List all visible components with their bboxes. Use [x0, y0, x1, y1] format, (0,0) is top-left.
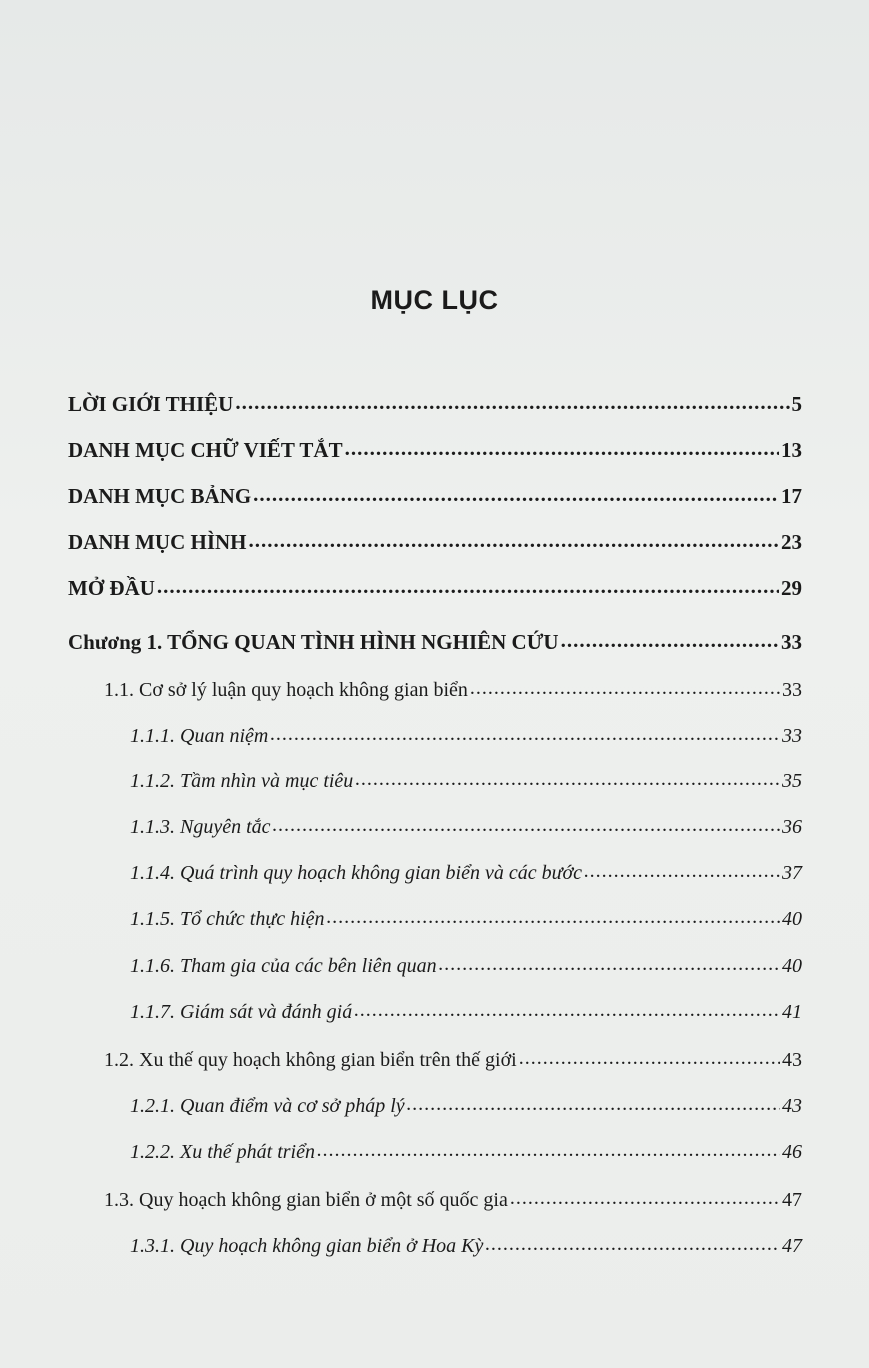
toc-entry-subsection	[130, 1235, 802, 1258]
toc-entry-page: 13	[781, 438, 802, 462]
toc-entry-label: 1.2.1. Quan điểm và cơ sở pháp lý	[130, 1095, 405, 1117]
toc-entry	[68, 438, 802, 463]
toc-entry-subsection	[130, 770, 802, 793]
dot-leader	[273, 814, 780, 837]
dot-leader	[157, 574, 779, 599]
toc-entry-label: 1.2.2. Xu thế phát triển	[130, 1141, 315, 1163]
dot-leader	[510, 1187, 780, 1210]
toc-entry-page: 33	[781, 630, 802, 654]
toc-entry-subsection	[130, 1095, 802, 1118]
toc-entry-label: MỞ ĐẦU	[68, 576, 155, 600]
toc-entry-section	[104, 1049, 802, 1072]
toc-entry-label: 1.1.7. Giám sát và đánh giá	[130, 1001, 353, 1023]
dot-leader	[439, 953, 780, 976]
toc-entry-page: 37	[782, 862, 802, 884]
dot-leader	[354, 999, 780, 1022]
toc-entry-page: 33	[782, 679, 802, 701]
dot-leader	[317, 1139, 780, 1162]
toc-entry-label: 1.1.2. Tầm nhìn và mục tiêu	[130, 770, 354, 792]
dot-leader	[519, 1047, 780, 1070]
toc-entry-page: 40	[782, 955, 802, 977]
toc-entry-label: 1.1.6. Tham gia của các bên liên quan	[130, 955, 437, 977]
toc-entry-page: 46	[782, 1141, 802, 1163]
toc-entry-subsection	[130, 1001, 802, 1024]
toc-entry-label: 1.1.4. Quá trình quy hoạch không gian biển và các bước	[130, 862, 583, 884]
toc-entry	[68, 484, 802, 509]
dot-leader	[485, 1233, 780, 1256]
dot-leader	[270, 723, 780, 746]
toc-entry-page: 43	[782, 1049, 802, 1071]
dot-leader	[235, 390, 789, 415]
toc-entry-label: LỜI GIỚI THIỆU	[68, 392, 234, 416]
toc-entry-subsection	[130, 955, 802, 978]
toc-entry-label: 1.2. Xu thế quy hoạch không gian biển trên thế giới	[104, 1049, 517, 1071]
toc-entry-label: 1.1.3. Nguyên tắc	[130, 816, 271, 838]
toc-entry-label: 1.3.1. Quy hoạch không gian biển ở Hoa Kỳ	[130, 1235, 484, 1257]
toc-entry-label: 1.1.1. Quan niệm	[130, 725, 269, 747]
toc-entry-page: 47	[782, 1189, 802, 1211]
toc-entry-section	[104, 1189, 802, 1212]
toc-entry-section	[104, 679, 802, 702]
toc-entry-subsection	[130, 725, 802, 748]
toc-entry-page: 17	[781, 484, 802, 508]
toc-entry-page: 33	[782, 725, 802, 747]
toc-entry-chapter	[68, 630, 802, 655]
toc-entry-page: 43	[782, 1095, 802, 1117]
toc-entry-page: 40	[782, 908, 802, 930]
toc-entry-page: 29	[781, 576, 802, 600]
toc-entry-page: 5	[791, 392, 802, 416]
toc-entry-label: Chương 1. TỔNG QUAN TÌNH HÌNH NGHIÊN CỨU	[68, 630, 559, 654]
dot-leader	[345, 436, 779, 461]
toc-entry-label: DANH MỤC BẢNG	[68, 484, 252, 508]
toc-entry-page: 23	[781, 530, 802, 554]
toc-entry-subsection	[130, 908, 802, 931]
toc-entry-page: 47	[782, 1235, 802, 1257]
toc-entry-label: 1.1. Cơ sở lý luận quy hoạch không gian biển	[104, 679, 468, 701]
toc-entry	[68, 576, 802, 601]
dot-leader	[355, 768, 780, 791]
dot-leader	[407, 1093, 780, 1116]
toc-entry-page: 36	[782, 816, 802, 838]
page-title: MỤC LỤC	[370, 285, 499, 315]
toc-entry-subsection	[130, 862, 802, 885]
toc-entry	[68, 392, 802, 417]
dot-leader	[327, 906, 780, 929]
toc-entry-subsection	[130, 1141, 802, 1164]
toc-entry-page: 35	[782, 770, 802, 792]
toc-entry-label: 1.3. Quy hoạch không gian biển ở một số quốc gia	[104, 1189, 508, 1211]
toc-entry	[68, 530, 802, 555]
toc-entry-page: 41	[782, 1001, 802, 1023]
dot-leader	[584, 860, 780, 883]
toc-entry-label: 1.1.5. Tổ chức thực hiện	[130, 908, 325, 930]
dot-leader	[470, 677, 780, 700]
toc-entry-label: DANH MỤC HÌNH	[68, 530, 247, 554]
dot-leader	[561, 628, 779, 653]
toc-entry-subsection	[130, 816, 802, 839]
dot-leader	[253, 482, 779, 507]
dot-leader	[249, 528, 780, 553]
toc-entry-label: DANH MỤC CHỮ VIẾT TẮT	[68, 438, 343, 462]
